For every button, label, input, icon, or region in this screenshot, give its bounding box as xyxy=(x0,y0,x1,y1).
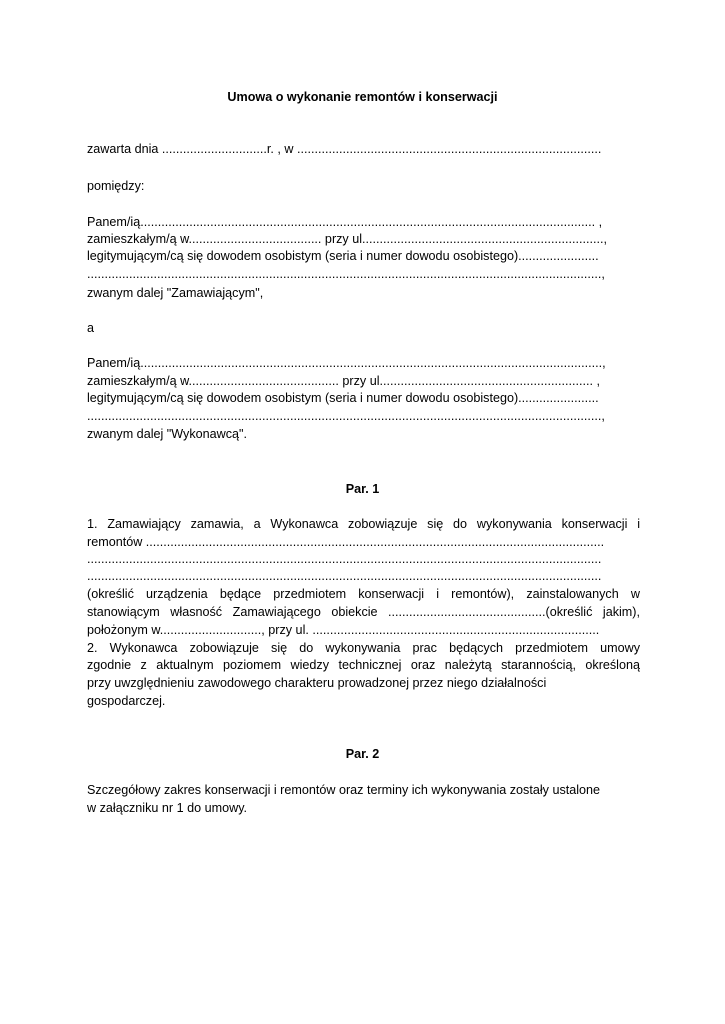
par1-line: przy uwzględnieniu zawodowego charakteru prowadzonej przez niego działalności xyxy=(87,676,547,690)
party1-line-5: zwanym dalej "Zamawiającym", xyxy=(87,286,264,300)
conjunction: a xyxy=(87,321,95,335)
party2-line-3: legitymującym/cą się dowodem osobistym (seria i numer dowodu osobistego)....................... xyxy=(87,391,599,405)
party1-line-1: Panem/ią.................................................................................................................................. , xyxy=(87,215,603,229)
par2-heading: Par. 2 xyxy=(345,747,380,761)
par2-line: w załączniku nr 1 do umowy. xyxy=(87,801,248,815)
between-label: pomiędzy: xyxy=(87,179,145,193)
par1-line: ................................................................................................................................................... xyxy=(87,569,602,583)
intro-line: zawarta dnia ..............................r. , w ....................................................................................... xyxy=(87,142,602,156)
par1-line: 1. Zamawiający zamawia, a Wykonawca zobowiązuje się do wykonywania konserwacji i xyxy=(87,517,640,531)
party1-line-2: zamieszkałym/ą w...................................... przy ul....................................................................., xyxy=(87,232,607,246)
par1-line: 2. Wykonawca zobowiązuje się do wykonywania prac będących przedmiotem umowy xyxy=(87,641,640,655)
party2-line-5: zwanym dalej "Wykonawcą". xyxy=(87,427,248,441)
par1-line: remontów ................................................................................................................................... xyxy=(87,535,605,549)
party2-line-2: zamieszkałym/ą w........................................... przy ul............................................................. , xyxy=(87,374,600,388)
party1-line-4: ..................................................................................................................................................., xyxy=(87,267,605,281)
par1-line: (określić urządzenia będące przedmiotem konserwacji i remontów), zainstalowanych w xyxy=(87,587,640,601)
par1-line: gospodarczej. xyxy=(87,694,166,708)
par1-line: położonym w............................., przy ul. .................................................................................. xyxy=(87,623,600,637)
party2-line-4: ..................................................................................................................................................., xyxy=(87,409,605,423)
party1-line-3: legitymującym/cą się dowodem osobistym (seria i numer dowodu osobistego)....................... xyxy=(87,249,599,263)
par1-heading: Par. 1 xyxy=(345,482,380,496)
par2-line: Szczegółowy zakres konserwacji i remontów oraz terminy ich wykonywania zostały ustalone xyxy=(87,783,601,797)
document-title: Umowa o wykonanie remontów i konserwacji xyxy=(227,90,498,104)
par1-line: zgodnie z aktualnym poziomem wiedzy technicznej oraz należytą starannością, określoną xyxy=(87,658,640,672)
party2-line-1: Panem/ią...................................................................................................................................., xyxy=(87,356,606,370)
par1-line: ................................................................................................................................................... xyxy=(87,552,602,566)
par1-line: stanowiącym własność Zamawiającego obiekcie .............................................(określić jakim), xyxy=(87,605,640,619)
